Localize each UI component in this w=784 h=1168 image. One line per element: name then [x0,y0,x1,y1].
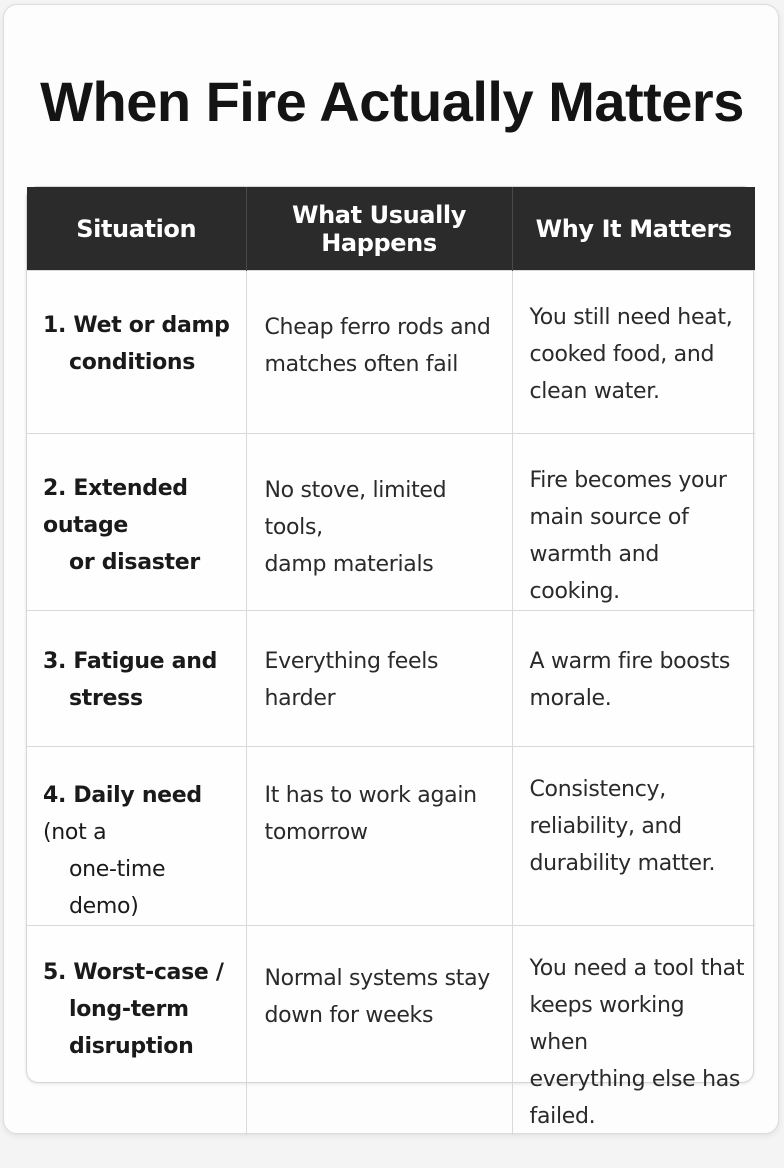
happens-cell [246,926,512,1136]
happens-line: Cheap ferro rods and [264,315,491,340]
happens-cell [246,747,512,926]
table-row [27,747,755,926]
why-line: A warm fire boosts [529,649,731,674]
situation-light-text: (not a [43,820,107,845]
situation-line: 3. Fatigue and [43,649,218,674]
situation-line: conditions [69,350,196,375]
situation-line: one-time demo) [69,857,166,919]
situation-cell [27,434,246,611]
happens-cell [246,271,512,434]
situation-line: or disaster [69,550,200,575]
why-line: You need a tool that [529,956,745,981]
happens-line: down for weeks [264,1003,434,1028]
why-line: failed. [529,1104,596,1129]
situation-line: long-term [69,997,189,1022]
header-why-it-matters: Why It Matters [512,187,755,271]
why-cell [512,271,755,434]
situation-cell [27,271,246,434]
table [27,187,755,1135]
comparison-table [26,186,754,1129]
situation-cell [27,747,246,926]
why-line: everything else has [529,1067,741,1092]
happens-line: damp materials [264,552,434,577]
why-cell [512,434,755,611]
situation-line: 1. Wet or damp [43,313,230,338]
table-row [27,926,755,1136]
why-line: morale. [529,686,612,711]
why-line: Fire becomes your [529,468,727,493]
happens-line: Normal systems stay [264,966,490,991]
page-title: When Fire Actually Matters [40,70,744,133]
header-situation: Situation [27,187,246,271]
why-line: cooked food, and [529,342,715,367]
happens-line: No stove, limited tools, [264,478,447,540]
why-line: durability matter. [529,851,716,876]
happens-line: matches often fail [264,352,459,377]
header-what-usually-happens: What Usually Happens [246,187,512,271]
happens-cell [246,434,512,611]
why-cell [512,926,755,1136]
why-line: Consistency, [529,777,666,802]
situation-cell [27,926,246,1136]
happens-line: harder [264,686,336,711]
situation-line: 2. Extended outage [43,476,188,538]
why-line: reliability, and [529,814,682,839]
happens-line: Everything feels [264,649,439,674]
why-line: You still need heat, [529,305,733,330]
why-cell [512,611,755,747]
header-row [27,187,755,271]
table-row [27,271,755,434]
why-line: clean water. [529,379,660,404]
situation-line: disruption [69,1034,194,1059]
table-row [27,611,755,747]
situation-line: 5. Worst-case / [43,960,224,985]
table-row [27,434,755,611]
happens-line: tomorrow [264,820,368,845]
situation-line: stress [69,686,143,711]
situation-line [43,777,238,851]
situation-cell [27,611,246,747]
why-line: keeps working when [529,993,685,1055]
why-cell [512,747,755,926]
happens-line: It has to work again [264,783,477,808]
why-line: warmth and cooking. [529,542,660,604]
situation-bold-text: 4. Daily need [43,783,202,808]
why-line: main source of [529,505,689,530]
happens-cell [246,611,512,747]
